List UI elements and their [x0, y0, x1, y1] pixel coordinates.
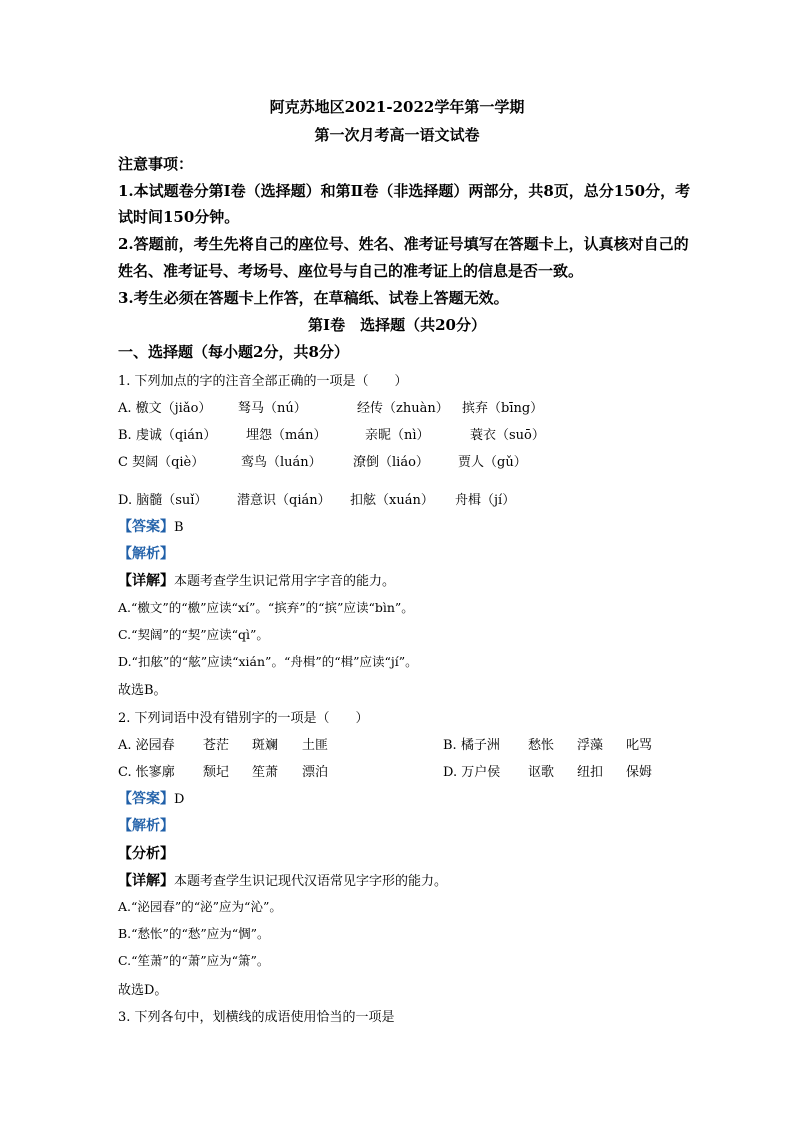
notice-item-1b: 试时间150分钟。 [118, 208, 240, 226]
q1-stem: 1. 下列加点的字的注音全部正确的一项是（ ） [118, 374, 408, 389]
q2-detail [118, 870, 447, 890]
q2-answer [118, 788, 184, 808]
q2-option-d-2: 讴歌 [528, 765, 555, 780]
q2-option-b-4: 叱骂 [626, 738, 653, 753]
q2-analysis-tag [118, 815, 174, 835]
answer-tag: 【答案】 [118, 791, 174, 807]
q2-option-b-2: 愁怅 [528, 738, 555, 753]
fenxi-tag: 【分析】 [118, 846, 174, 862]
q2-explain-a: A.“泌园春”的“泌”应为“沁”。 [118, 899, 282, 914]
exam-subtitle: 第一次月考高一语文试卷 [314, 126, 480, 144]
q2-option-d-1: D. 万户侯 [443, 765, 501, 780]
q1-option-b-1: B. 虔诚（qián） [118, 428, 217, 443]
q1-option-d-2: 潜意识（qián） [237, 493, 331, 508]
q3-stem: 3. 下列各句中，划横线的成语使用恰当的一项是 [118, 1010, 395, 1025]
q2-option-a-4: 土匪 [302, 738, 329, 753]
q1-option-a-3: 经传（zhuàn） [357, 401, 449, 416]
q1-explain-c: C.“契阔”的“契”应读“qì”。 [118, 627, 269, 642]
analysis-tag: 【解析】 [118, 546, 174, 562]
q1-option-b-3: 亲昵（nì） [365, 428, 430, 443]
answer-value: D [174, 792, 185, 807]
q2-conclusion: 故选D。 [118, 983, 168, 998]
q1-explain-a: A.“檄文”的“檄”应读“xí”。“摈弃”的“摈”应读“bìn”。 [118, 600, 414, 615]
q1-option-d-4: 舟楫（jí） [455, 493, 516, 508]
q1-analysis-tag [118, 543, 174, 563]
detail-tag: 【详解】 [118, 573, 174, 589]
q1-option-a-4: 摈弃（bīng） [462, 401, 544, 416]
q2-option-a-1: A. 泌园春 [118, 738, 175, 753]
q1-detail [118, 570, 395, 590]
q2-option-c-4: 漂泊 [302, 765, 329, 780]
q2-option-d-3: 纽扣 [577, 765, 604, 780]
q2-explain-c: C.“笙萧”的“萧”应为“箫”。 [118, 953, 270, 968]
q1-option-a-2: 驽马（nú） [238, 401, 307, 416]
q1-option-a-1: A. 檄文（jiǎo） [118, 401, 212, 416]
detail-text: 本题考查学生识记现代汉语常见字字形的能力。 [174, 874, 448, 889]
q2-option-a-2: 苍茫 [203, 738, 230, 753]
q1-option-b-2: 埋怨（mán） [246, 428, 327, 443]
notice-item-2b: 姓名、准考证号、考场号、座位号与自己的准考证上的信息是否一致。 [118, 262, 584, 280]
answer-value: B [174, 520, 184, 535]
q1-answer [118, 516, 184, 536]
q2-explain-b: B.“愁怅”的“愁”应为“惆”。 [118, 926, 270, 941]
q2-option-c-1: C. 怅寥廓 [118, 765, 175, 780]
q1-option-d-3: 扣舷（xuán） [350, 493, 434, 508]
q2-fenxi-tag [118, 843, 174, 863]
notice-item-1a: 1.本试题卷分第Ⅰ卷（选择题）和第Ⅱ卷（非选择题）两部分，共8页，总分150分，考 [118, 182, 691, 200]
q1-conclusion: 故选B。 [118, 683, 167, 698]
q1-option-b-4: 蓑衣（suō） [470, 428, 545, 443]
q2-option-c-2: 颓圮 [203, 765, 230, 780]
q2-option-b-1: B. 橘子洲 [443, 738, 500, 753]
q2-option-c-3: 笙萧 [252, 765, 279, 780]
exam-title: 阿克苏地区2021-2022学年第一学期 [269, 98, 525, 116]
section-heading: 一、选择题（每小题2分，共8分） [118, 343, 349, 361]
q1-option-c-1: C 契阔（qiè） [118, 455, 205, 470]
notice-heading: 注意事项： [118, 155, 194, 173]
q2-option-b-3: 浮藻 [577, 738, 604, 753]
detail-text: 本题考查学生识记常用字字音的能力。 [174, 574, 396, 589]
notice-item-2a: 2.答题前，考生先将自己的座位号、姓名、准考证号填写在答题卡上，认真核对自己的 [118, 235, 689, 253]
q2-option-d-4: 保姆 [626, 765, 653, 780]
answer-tag: 【答案】 [118, 519, 174, 535]
q1-option-d-1: D. 脑髓（suǐ） [118, 493, 208, 508]
detail-tag: 【详解】 [118, 873, 174, 889]
q1-option-c-4: 贾人（gǔ） [458, 455, 527, 470]
part1-heading: 第Ⅰ卷 选择题（共20分） [308, 316, 486, 334]
q1-option-c-3: 潦倒（liáo） [353, 455, 429, 470]
notice-item-3: 3.考生必须在答题卡上作答，在草稿纸、试卷上答题无效。 [118, 289, 509, 307]
q1-explain-d: D.“扣舷”的“舷”应读“xián”。“舟楫”的“楫”应读“jí”。 [118, 654, 418, 669]
q2-stem: 2. 下列词语中没有错别字的一项是（ ） [118, 711, 369, 726]
q1-option-c-2: 鸾鸟（luán） [241, 455, 322, 470]
q2-option-a-3: 斑斓 [252, 738, 279, 753]
analysis-tag: 【解析】 [118, 818, 174, 834]
